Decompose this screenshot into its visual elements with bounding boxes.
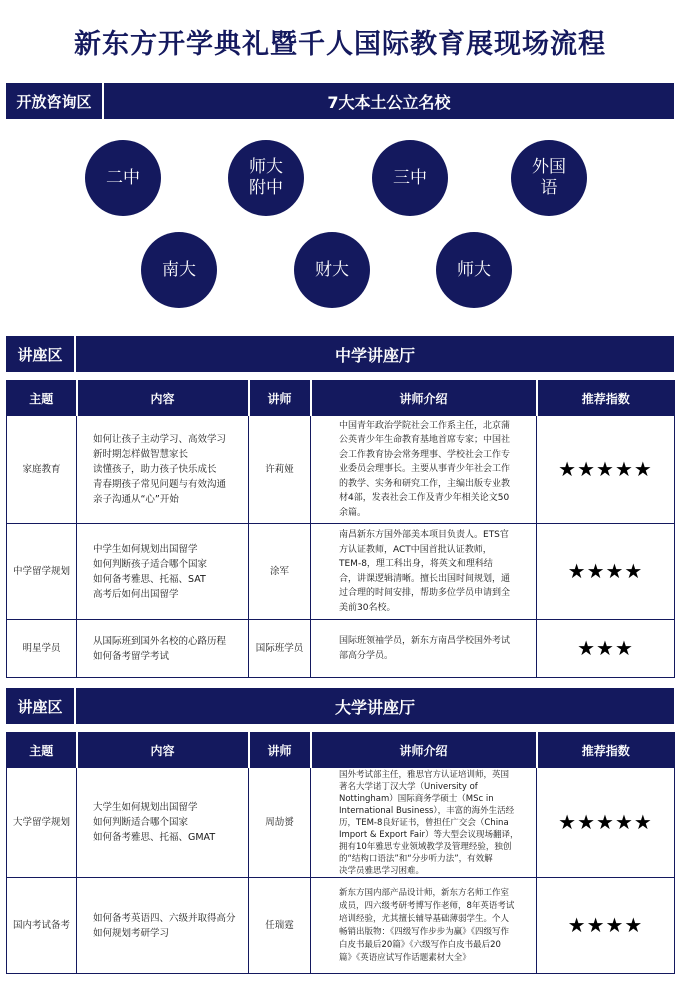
middle-lecture-table xyxy=(6,380,675,678)
row-topic: 家庭教育 xyxy=(7,416,77,524)
content-line: 如何备考英语四、六级并取得高分 xyxy=(93,912,236,924)
intro-line: 材4部，发表社会工作及青少年相关论文50 xyxy=(339,493,510,504)
header-rating: 推荐指数 xyxy=(537,733,675,768)
row-rating-stars: ★★★★ xyxy=(537,524,675,620)
school-circle xyxy=(85,140,161,216)
university-lecture-table xyxy=(6,732,675,974)
row-rating-stars: ★★★★ xyxy=(537,878,675,974)
consult-zone-name: 7大本土公立名校 xyxy=(327,92,451,112)
content-line: 中学生如何规划出国留学 xyxy=(93,543,198,555)
middle-lecture-bar xyxy=(6,336,674,372)
intro-line: TEM-8，理工科出身，将英文和理科结 xyxy=(339,559,493,569)
table-header-row xyxy=(7,733,675,768)
intro-line: 国外考试部主任，雅思官方认证培训师，英国 xyxy=(339,769,510,780)
table-row xyxy=(7,878,675,974)
school-circle xyxy=(436,232,512,308)
page-title: 新东方开学典礼暨千人国际教育展现场流程 xyxy=(74,29,606,60)
school-circle xyxy=(228,140,304,216)
content-line: 如何备考留学考试 xyxy=(93,650,170,662)
intro-line: 培训经验，尤其擅长辅导基础薄弱学生。个人 xyxy=(339,913,510,924)
row-rating-stars: ★★★★★ xyxy=(537,768,675,878)
middle-lecture-label: 讲座区 xyxy=(6,336,76,372)
intro-line: Nottingham）国际商务学硕士（MSc in xyxy=(339,793,494,804)
school-name: 师大附中 xyxy=(249,157,283,198)
intro-line: 中国青年政治学院社会工作系主任，北京蒲 xyxy=(339,420,511,431)
header-topic: 主题 xyxy=(7,381,77,416)
intro-line: 的教学、实务和研究工作，主编出版专业教 xyxy=(339,478,511,489)
row-lecturer: 周劼赟 xyxy=(249,768,311,878)
content-line: 青春期孩子常见问题与有效沟通 xyxy=(93,479,227,490)
intro-line: 业委员会理事长。主要从事青少年社会工作 xyxy=(339,464,511,475)
intro-line: 合，讲课逻辑清晰。擅长出国时间规划，通 xyxy=(339,573,511,584)
content-line: 新时期怎样做智慧家长 xyxy=(93,449,189,460)
school-circle xyxy=(141,232,217,308)
school-name: 财大 xyxy=(315,259,349,280)
row-topic: 中学留学规划 xyxy=(7,524,77,620)
intro-line: 南昌新东方国外部美本项目负责人。ETS官 xyxy=(339,530,509,540)
school-circle xyxy=(511,140,587,216)
school-name: 三中 xyxy=(393,167,427,188)
content-line: 如何备考雅思、托福、SAT xyxy=(93,573,206,585)
content-line: 如何判断适合哪个国家 xyxy=(93,817,189,828)
intro-line: 公英青少年生命教育基地首席专家；中国社 xyxy=(339,435,511,446)
school-name: 外国语 xyxy=(532,157,566,198)
header-topic: 主题 xyxy=(7,733,77,768)
university-lecture-bar xyxy=(6,688,674,724)
row-content xyxy=(77,524,249,620)
row-content xyxy=(77,620,249,678)
school-circle xyxy=(372,140,448,216)
intro-line: International Business），丰富的海外生活经 xyxy=(339,805,515,816)
header-intro: 讲师介绍 xyxy=(311,733,537,768)
table-row xyxy=(7,416,675,524)
row-lecturer: 国际班学员 xyxy=(249,620,311,678)
row-topic: 国内考试备考 xyxy=(7,878,77,974)
university-lecture-name: 大学讲座厅 xyxy=(334,697,415,717)
content-line: 如何备考雅思、托福、GMAT xyxy=(93,832,216,843)
content-line: 如何判断孩子适合哪个国家 xyxy=(93,558,208,570)
header-content: 内容 xyxy=(77,733,249,768)
header-lecturer: 讲师 xyxy=(249,381,311,416)
row-content xyxy=(77,416,249,524)
school-name: 师大 xyxy=(457,259,491,280)
content-line: 从国际班到国外名校的心路历程 xyxy=(93,635,227,647)
intro-line: 会工作教育协会常务理事、学校社会工作专 xyxy=(339,449,511,460)
consult-zone-bar xyxy=(6,83,674,119)
row-lecturer: 任瑞霆 xyxy=(249,878,311,974)
intro-line: 美前30名校。 xyxy=(339,602,396,613)
intro-line: 新东方国内部产品设计师，新东方名师工作室 xyxy=(339,887,510,898)
row-intro xyxy=(311,768,537,878)
row-topic: 大学留学规划 xyxy=(7,768,77,878)
intro-line: 过合理的时间安排，帮助多位学员申请到全 xyxy=(339,588,511,598)
content-line: 如何规划考研学习 xyxy=(93,927,170,939)
table-row xyxy=(7,620,675,678)
content-line: 亲子沟通从“心”开始 xyxy=(93,494,179,505)
row-intro xyxy=(311,416,537,524)
content-line: 高考后如何出国留学 xyxy=(93,588,179,600)
content-line: 如何让孩子主动学习、高效学习 xyxy=(93,434,227,445)
row-content xyxy=(77,768,249,878)
intro-line: 著名大学诺丁汉大学（University of xyxy=(339,781,478,792)
header-lecturer: 讲师 xyxy=(249,733,311,768)
intro-line: 篇》《英语应试写作话题素材大全》 xyxy=(339,952,471,963)
intro-line: 决学员雅思学习困难。 xyxy=(339,865,425,876)
content-line: 大学生如何规划出国留学 xyxy=(93,802,198,813)
intro-line: Import & Export Fair）等大型会议现场翻译， xyxy=(339,829,519,840)
row-intro xyxy=(311,524,537,620)
header-intro: 讲师介绍 xyxy=(311,381,537,416)
header-content: 内容 xyxy=(77,381,249,416)
intro-line: 白皮书最后20篇》《六级写作白皮书最后20 xyxy=(339,939,501,950)
table-row xyxy=(7,524,675,620)
intro-line: 方认证教师，ACT中国首批认证教师， xyxy=(339,544,492,555)
intro-line: 余篇。 xyxy=(339,507,367,518)
content-line: 读懂孩子，助力孩子快乐成长 xyxy=(93,464,217,475)
consult-zone-label: 开放咨询区 xyxy=(6,83,104,119)
intro-line: 国际班领袖学员，新东方南昌学校国外考试 xyxy=(339,636,511,646)
school-circle xyxy=(294,232,370,308)
row-rating-stars: ★★★ xyxy=(537,620,675,678)
row-lecturer: 涂军 xyxy=(249,524,311,620)
table-header-row xyxy=(7,381,675,416)
university-lecture-label: 讲座区 xyxy=(6,688,76,724)
intro-line: 成员，四六级考研考博写作老师，8年英语考试 xyxy=(339,900,515,911)
row-topic: 明星学员 xyxy=(7,620,77,678)
intro-line: 历，TEM-8良好证书，曾担任广交会（China xyxy=(339,817,509,828)
table-row xyxy=(7,768,675,878)
intro-line: 部高分学员。 xyxy=(339,650,394,661)
school-name: 二中 xyxy=(106,167,140,188)
row-content xyxy=(77,878,249,974)
school-name: 南大 xyxy=(162,259,196,280)
intro-line: 的“结构口语法”和“分步听力法”，有效解 xyxy=(339,853,493,864)
intro-line: 拥有10年雅思专业领域教学及管理经验，独创 xyxy=(339,841,512,852)
row-rating-stars: ★★★★★ xyxy=(537,416,675,524)
row-intro xyxy=(311,620,537,678)
intro-line: 畅销出版物：《四级写作步步为赢》《四级写作 xyxy=(339,926,510,937)
row-lecturer: 许莉娅 xyxy=(249,416,311,524)
row-intro xyxy=(311,878,537,974)
middle-lecture-name: 中学讲座厅 xyxy=(334,345,415,365)
header-rating: 推荐指数 xyxy=(537,381,675,416)
